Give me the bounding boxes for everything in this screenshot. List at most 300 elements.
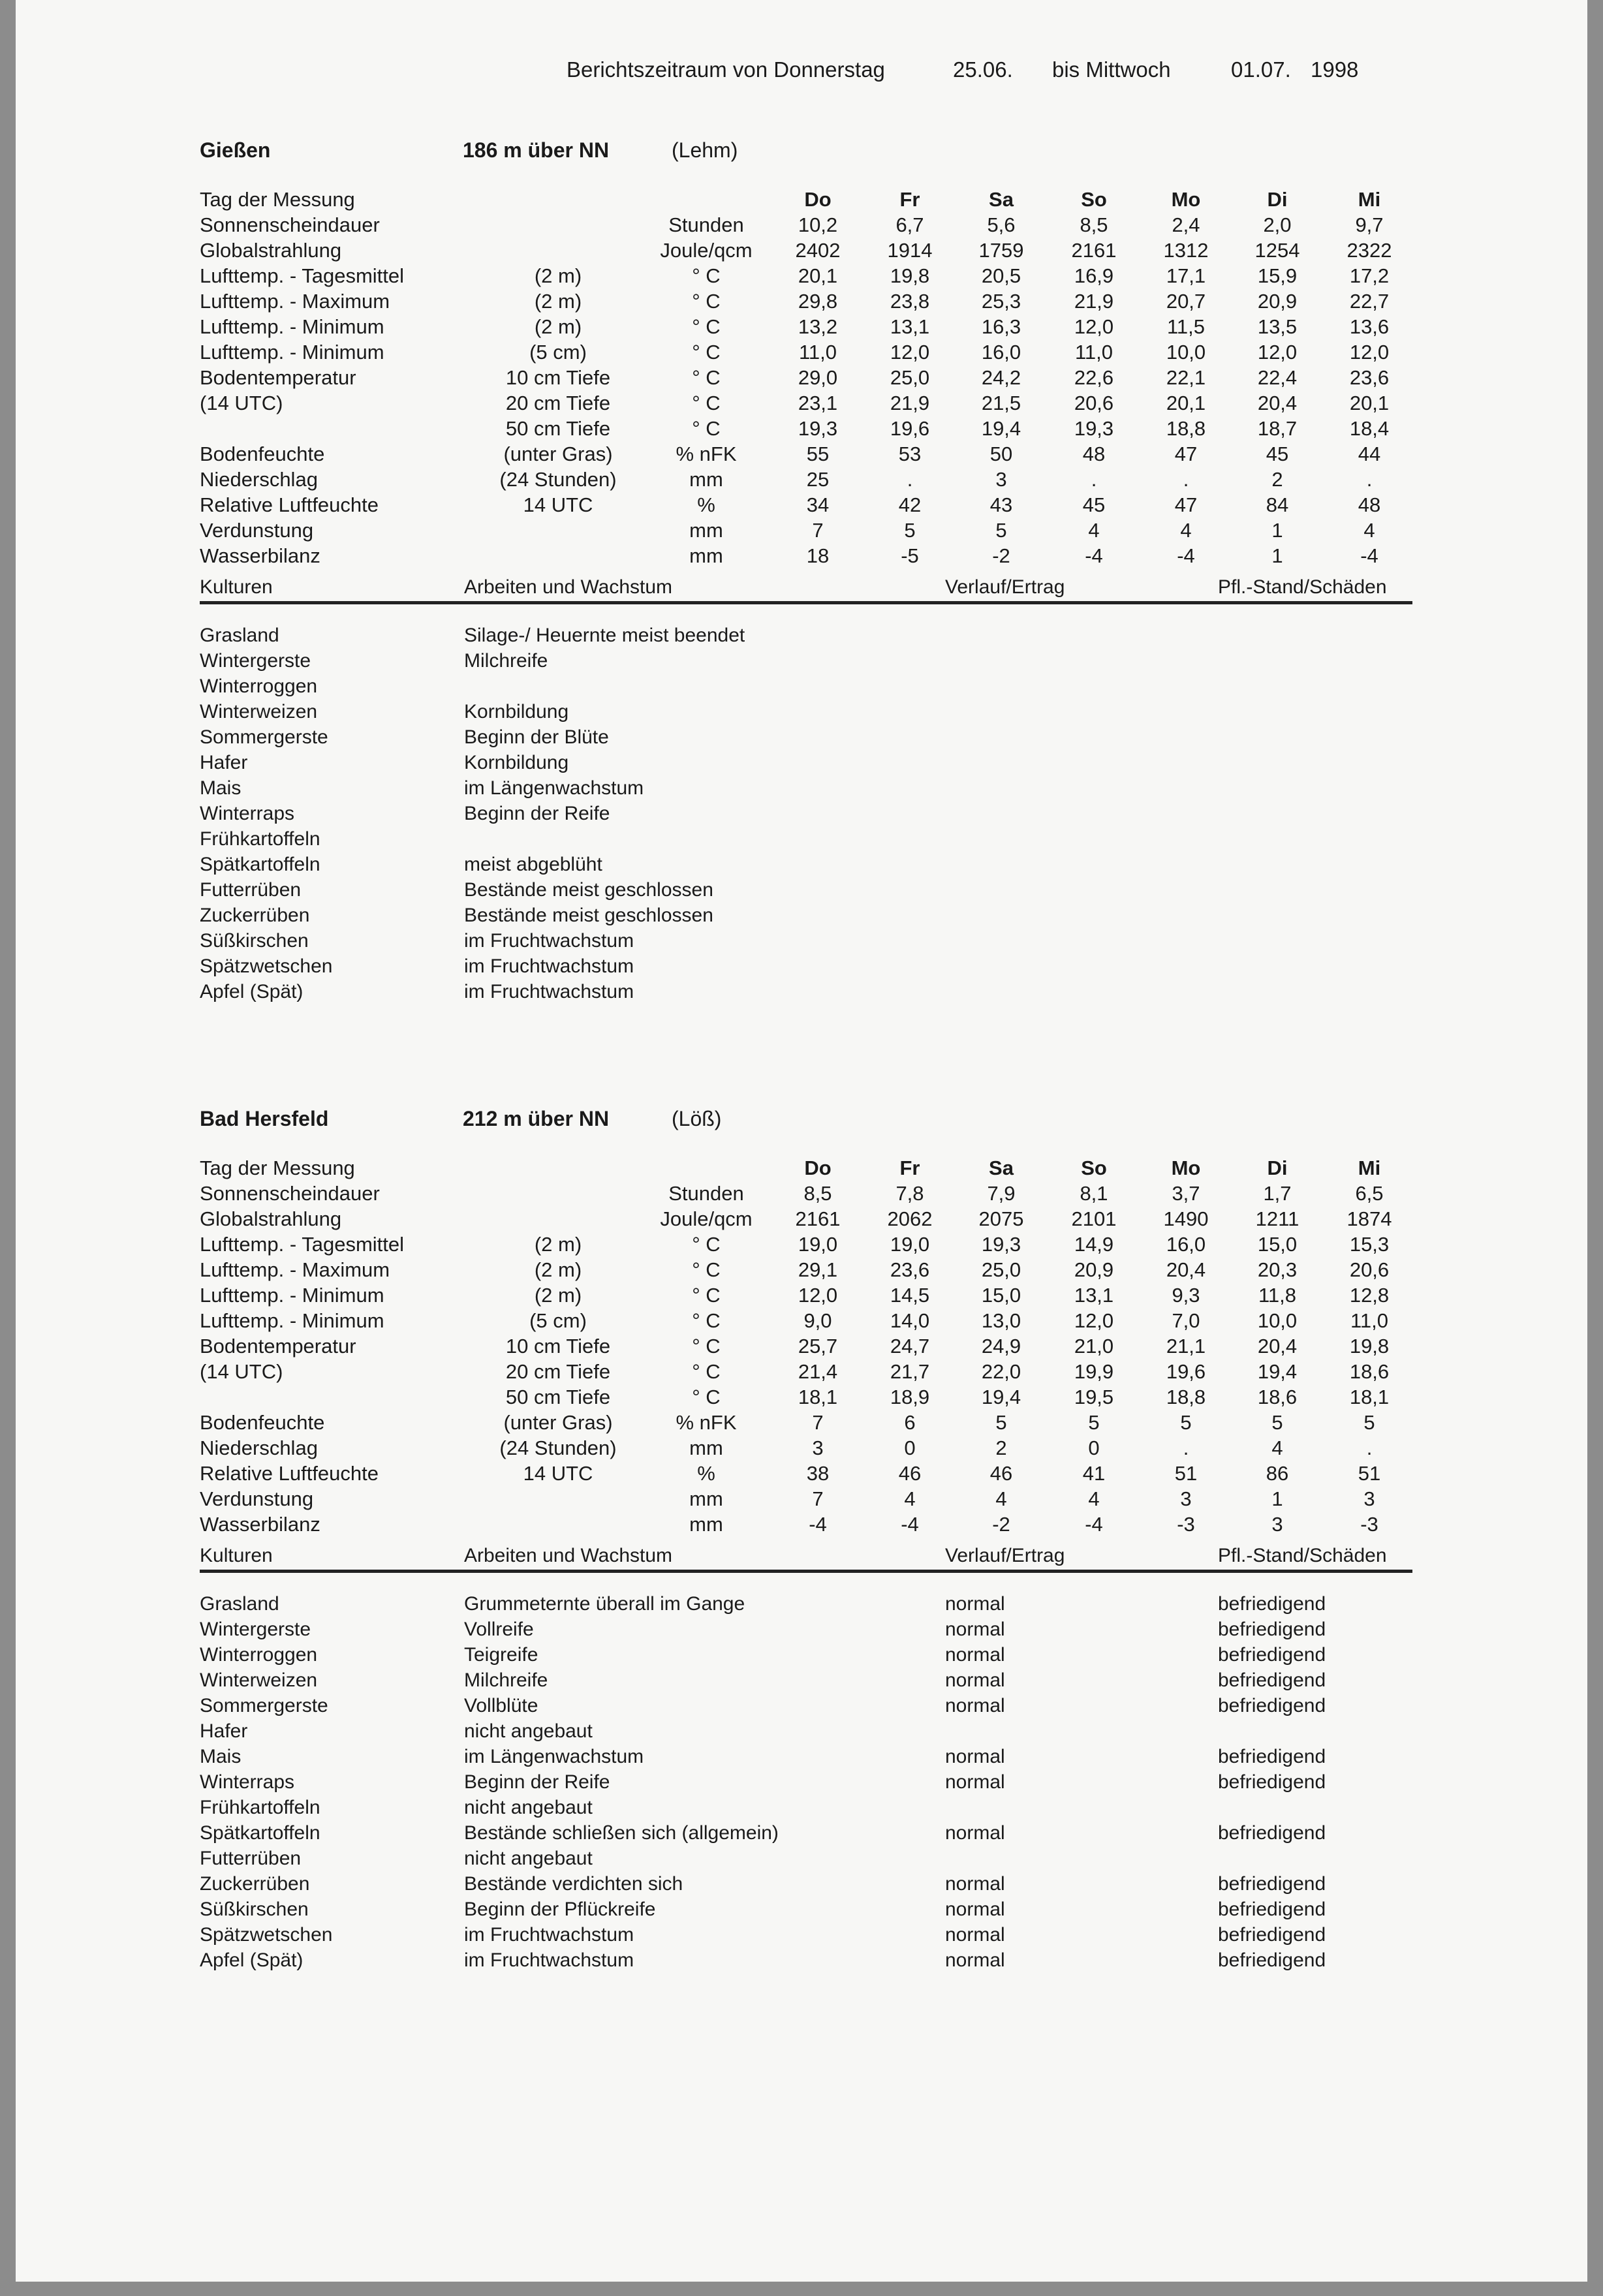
measurement-value: 11,5 xyxy=(1166,315,1206,338)
day-header-do: Do xyxy=(804,1156,832,1179)
crop-verlauf: normal xyxy=(945,1771,1005,1793)
measurement-value: 4 xyxy=(1180,519,1192,542)
crop-work-growth: Silage-/ Heuernte meist beendet xyxy=(464,625,745,646)
crop-work-growth: Vollreife xyxy=(464,1619,534,1640)
measurement-qualifier: (unter Gras) xyxy=(503,442,613,465)
measurement-value: 5 xyxy=(1271,1411,1283,1434)
measurement-value: 14,9 xyxy=(1074,1233,1114,1256)
measurement-unit: Joule/qcm xyxy=(660,1207,753,1230)
measurement-value: 29,1 xyxy=(798,1258,838,1281)
measurement-value: 19,4 xyxy=(981,1386,1021,1408)
measurement-value: -4 xyxy=(809,1513,827,1536)
measurement-value: 2 xyxy=(1271,468,1283,491)
report-period-middle: bis Mittwoch xyxy=(1052,57,1171,82)
measurement-label: Lufttemp. - Tagesmittel xyxy=(200,1233,405,1256)
measurement-value: 20,6 xyxy=(1349,1258,1390,1281)
crop-work-growth: Vollblüte xyxy=(464,1695,538,1716)
crop-row xyxy=(16,1924,1587,1947)
crop-name: Winterraps xyxy=(200,1771,295,1793)
crop-row xyxy=(16,803,1587,826)
report-date-from: 25.06. xyxy=(953,57,1013,82)
measurement-value: 12,0 xyxy=(1257,341,1298,364)
measurement-value: 2161 xyxy=(1071,239,1117,262)
measurement-label: Relative Luftfeuchte xyxy=(200,1462,379,1485)
measurement-value: 1,7 xyxy=(1263,1182,1292,1205)
crop-row xyxy=(16,955,1587,979)
measurement-value: 29,8 xyxy=(798,290,838,313)
crop-name: Wintergerste xyxy=(200,1619,311,1640)
measurement-value: 47 xyxy=(1174,493,1198,516)
crop-name: Süßkirschen xyxy=(200,930,309,952)
day-header-sa: Sa xyxy=(989,1156,1014,1179)
measurement-label: Verdunstung xyxy=(200,519,314,542)
measurement-value: 47 xyxy=(1174,442,1198,465)
day-header-do: Do xyxy=(804,188,832,211)
measurement-row xyxy=(16,1182,1587,1207)
crop-work-growth: nicht angebaut xyxy=(464,1797,593,1818)
measurement-value: -4 xyxy=(1085,544,1103,567)
measurement-value: 20,3 xyxy=(1257,1258,1298,1281)
measurement-value: 19,4 xyxy=(1257,1360,1298,1383)
measurement-value: 0 xyxy=(1088,1436,1100,1459)
station-altitude: 186 m über NN xyxy=(463,138,610,162)
measurement-value: 19,8 xyxy=(1349,1335,1390,1357)
measurement-value: 25,0 xyxy=(890,366,930,389)
measurement-value: 10,2 xyxy=(798,213,838,236)
document-page xyxy=(16,0,1587,2282)
measurement-value: 19,3 xyxy=(1074,417,1114,440)
day-header-mo: Mo xyxy=(1171,1156,1201,1179)
measurement-value: 7,0 xyxy=(1172,1309,1200,1332)
crop-name: Wintergerste xyxy=(200,650,311,672)
measurement-value: 5 xyxy=(904,519,916,542)
measurement-value: 20,4 xyxy=(1257,392,1298,414)
measurement-qualifier: 14 UTC xyxy=(523,493,593,516)
crop-row xyxy=(16,1644,1587,1668)
measurement-value: 5,6 xyxy=(987,213,1016,236)
measurement-value: 20,9 xyxy=(1074,1258,1114,1281)
measurement-value: 3 xyxy=(1363,1487,1375,1510)
measurement-value: . xyxy=(1366,1436,1373,1459)
measurement-value: 42 xyxy=(898,493,922,516)
measurement-unit: ° C xyxy=(692,392,721,414)
measurement-value: 18,8 xyxy=(1166,1386,1206,1408)
station-name: Gießen xyxy=(200,138,271,162)
day-header-sa: Sa xyxy=(989,188,1014,211)
measurement-value: 13,1 xyxy=(890,315,930,338)
measurement-value: 7 xyxy=(812,1487,824,1510)
measurement-value: -4 xyxy=(1360,544,1378,567)
measurement-value: 23,1 xyxy=(798,392,838,414)
crop-name: Spätzwetschen xyxy=(200,1924,333,1946)
day-header-mi: Mi xyxy=(1358,188,1381,211)
measurement-value: 19,6 xyxy=(890,417,930,440)
measurement-value: 8,5 xyxy=(1080,213,1108,236)
measurement-value: 51 xyxy=(1174,1462,1198,1485)
crop-verlauf: normal xyxy=(945,1695,1005,1716)
measurement-unit: % nFK xyxy=(676,442,737,465)
measurement-label: Niederschlag xyxy=(200,1436,318,1459)
measurement-unit: ° C xyxy=(692,315,721,338)
measurement-row xyxy=(16,442,1587,468)
measurement-unit: ° C xyxy=(692,1360,721,1383)
measurement-value: 51 xyxy=(1358,1462,1381,1485)
crop-name: Zuckerrüben xyxy=(200,1873,310,1895)
measurement-value: 18,9 xyxy=(890,1386,930,1408)
measurement-value: 7 xyxy=(812,1411,824,1434)
crop-row xyxy=(16,1949,1587,1973)
measurement-value: 84 xyxy=(1266,493,1289,516)
crop-row xyxy=(16,854,1587,877)
measurement-unit: ° C xyxy=(692,1335,721,1357)
measurement-value: -3 xyxy=(1177,1513,1195,1536)
crop-row xyxy=(16,625,1587,648)
measurement-value: 3 xyxy=(812,1436,824,1459)
kulturen-header-verlauf: Verlauf/Ertrag xyxy=(945,576,1065,598)
measurement-row xyxy=(16,290,1587,315)
crop-verlauf: normal xyxy=(945,1619,1005,1640)
crop-name: Spätkartoffeln xyxy=(200,1822,320,1844)
measurement-row xyxy=(16,1207,1587,1233)
day-label: Tag der Messung xyxy=(200,188,355,211)
measurement-value: 45 xyxy=(1082,493,1106,516)
day-header-so: So xyxy=(1081,188,1107,211)
crop-name: Hafer xyxy=(200,1720,248,1742)
crop-row xyxy=(16,930,1587,954)
crop-stand: befriedigend xyxy=(1218,1873,1326,1895)
crop-name: Spätkartoffeln xyxy=(200,854,320,875)
measurement-qualifier: 10 cm Tiefe xyxy=(505,366,611,389)
measurement-value: 12,0 xyxy=(890,341,930,364)
measurement-value: 21,9 xyxy=(1074,290,1114,313)
measurement-value: 29,0 xyxy=(798,366,838,389)
crop-row xyxy=(16,752,1587,775)
crop-name: Apfel (Spät) xyxy=(200,981,303,1002)
measurement-unit: ° C xyxy=(692,341,721,364)
measurement-value: . xyxy=(1366,468,1373,491)
measurement-label: Lufttemp. - Minimum xyxy=(200,1309,384,1332)
day-header-mo: Mo xyxy=(1171,188,1201,211)
day-label: Tag der Messung xyxy=(200,1156,355,1179)
measurement-value: 13,2 xyxy=(798,315,838,338)
crop-row xyxy=(16,777,1587,801)
measurement-value: 13,1 xyxy=(1074,1284,1114,1307)
day-header-di: Di xyxy=(1267,1156,1288,1179)
measurement-value: 3 xyxy=(995,468,1007,491)
crop-name: Hafer xyxy=(200,752,248,773)
measurement-value: 16,3 xyxy=(981,315,1021,338)
crop-name: Apfel (Spät) xyxy=(200,1949,303,1971)
measurement-value: . xyxy=(907,468,913,491)
measurement-label: Lufttemp. - Minimum xyxy=(200,1284,384,1307)
crop-name: Frühkartoffeln xyxy=(200,1797,320,1818)
crop-work-growth: nicht angebaut xyxy=(464,1720,593,1742)
measurement-unit: Stunden xyxy=(668,1182,744,1205)
measurement-value: 1914 xyxy=(887,239,933,262)
kulturen-header-stand: Pfl.-Stand/Schäden xyxy=(1218,576,1387,598)
crop-stand: befriedigend xyxy=(1218,1746,1326,1767)
measurement-value: 48 xyxy=(1082,442,1106,465)
measurement-value: 46 xyxy=(898,1462,922,1485)
measurement-value: 43 xyxy=(989,493,1013,516)
measurement-unit: mm xyxy=(689,468,723,491)
crop-stand: befriedigend xyxy=(1218,1593,1326,1615)
measurement-value: 11,0 xyxy=(1350,1309,1389,1332)
measurement-value: 12,8 xyxy=(1349,1284,1390,1307)
crop-row xyxy=(16,1619,1587,1642)
kulturen-header-work: Arbeiten und Wachstum xyxy=(464,1545,673,1566)
measurement-value: 50 xyxy=(989,442,1013,465)
measurement-value: 15,0 xyxy=(1257,1233,1298,1256)
measurement-qualifier: (5 cm) xyxy=(529,1309,587,1332)
measurement-label: Lufttemp. - Maximum xyxy=(200,1258,390,1281)
measurement-value: . xyxy=(1183,468,1189,491)
measurement-value: -5 xyxy=(901,544,919,567)
measurement-value: 23,6 xyxy=(1349,366,1390,389)
crop-name: Winterweizen xyxy=(200,1669,318,1691)
measurement-value: 0 xyxy=(904,1436,916,1459)
measurement-value: 19,9 xyxy=(1074,1360,1114,1383)
day-header-fr: Fr xyxy=(899,1156,920,1179)
measurement-value: 24,2 xyxy=(981,366,1021,389)
station-altitude: 212 m über NN xyxy=(463,1107,610,1130)
crop-stand: befriedigend xyxy=(1218,1822,1326,1844)
crop-name: Futterrüben xyxy=(200,879,302,901)
measurement-value: 41 xyxy=(1082,1462,1106,1485)
crop-verlauf: normal xyxy=(945,1593,1005,1615)
measurement-value: 4 xyxy=(1088,1487,1100,1510)
crop-name: Frühkartoffeln xyxy=(200,828,320,850)
measurement-unit: mm xyxy=(689,1436,723,1459)
measurement-qualifier: (24 Stunden) xyxy=(499,468,617,491)
crop-row xyxy=(16,879,1587,903)
measurement-value: 20,1 xyxy=(1349,392,1390,414)
measurement-value: 2075 xyxy=(978,1207,1024,1230)
measurement-value: 5 xyxy=(995,519,1007,542)
measurement-row xyxy=(16,544,1587,570)
measurement-value: 18,6 xyxy=(1349,1360,1390,1383)
measurement-unit: ° C xyxy=(692,1233,721,1256)
measurement-row xyxy=(16,264,1587,290)
measurement-label: Lufttemp. - Maximum xyxy=(200,290,390,313)
measurement-value: 46 xyxy=(989,1462,1013,1485)
crop-name: Spätzwetschen xyxy=(200,955,333,977)
measurement-value: 44 xyxy=(1358,442,1381,465)
measurement-unit: mm xyxy=(689,544,723,567)
crop-work-growth: Bestände meist geschlossen xyxy=(464,905,713,926)
measurement-value: 21,1 xyxy=(1166,1335,1206,1357)
crop-row xyxy=(16,1593,1587,1617)
crop-verlauf: normal xyxy=(945,1899,1005,1920)
measurement-qualifier: (2 m) xyxy=(534,315,582,338)
measurement-unit: % nFK xyxy=(676,1411,737,1434)
crop-work-growth: Milchreife xyxy=(464,650,548,672)
measurement-label: Sonnenscheindauer xyxy=(200,1182,380,1205)
measurement-value: 45 xyxy=(1266,442,1289,465)
measurement-row xyxy=(16,1284,1587,1309)
crop-work-growth: Beginn der Pflückreife xyxy=(464,1899,656,1920)
measurement-value: 18 xyxy=(806,544,830,567)
measurement-value: 34 xyxy=(806,493,830,516)
measurement-value: 14,5 xyxy=(890,1284,930,1307)
measurement-value: 12,0 xyxy=(1074,1309,1114,1332)
crop-stand: befriedigend xyxy=(1218,1771,1326,1793)
measurement-label: Verdunstung xyxy=(200,1487,314,1510)
measurement-value: 6,7 xyxy=(895,213,924,236)
measurement-value: 21,9 xyxy=(890,392,930,414)
crop-row xyxy=(16,1899,1587,1922)
measurement-value: -2 xyxy=(992,544,1010,567)
measurement-value: 1759 xyxy=(978,239,1024,262)
measurement-value: 25,7 xyxy=(798,1335,838,1357)
measurement-value: 20,9 xyxy=(1257,290,1298,313)
crop-verlauf: normal xyxy=(945,1746,1005,1767)
measurement-label: Lufttemp. - Tagesmittel xyxy=(200,264,405,287)
measurement-value: 19,0 xyxy=(798,1233,838,1256)
measurement-unit: ° C xyxy=(692,366,721,389)
measurement-row xyxy=(16,519,1587,544)
measurement-value: 20,6 xyxy=(1074,392,1114,414)
measurement-qualifier: 10 cm Tiefe xyxy=(505,1335,611,1357)
measurement-value: 19,8 xyxy=(890,264,930,287)
measurement-value: 2402 xyxy=(795,239,841,262)
crop-row xyxy=(16,1771,1587,1795)
crop-name: Sommergerste xyxy=(200,1695,328,1716)
measurement-value: 13,6 xyxy=(1349,315,1390,338)
crop-work-growth: im Längenwachstum xyxy=(464,1746,644,1767)
measurement-value: 19,3 xyxy=(798,417,838,440)
measurement-label: Niederschlag xyxy=(200,468,318,491)
measurement-value: 18,6 xyxy=(1257,1386,1298,1408)
measurement-value: 10,0 xyxy=(1257,1309,1298,1332)
day-header-so: So xyxy=(1081,1156,1107,1179)
crop-work-growth: im Längenwachstum xyxy=(464,777,644,799)
measurement-value: 22,4 xyxy=(1257,366,1298,389)
measurement-label: (14 UTC) xyxy=(200,1360,283,1383)
crop-work-growth: Bestände schließen sich (allgemein) xyxy=(464,1822,779,1844)
crop-work-growth: Bestände verdichten sich xyxy=(464,1873,683,1895)
measurement-label: Sonnenscheindauer xyxy=(200,213,380,236)
measurement-label: Globalstrahlung xyxy=(200,1207,342,1230)
measurement-label: Lufttemp. - Minimum xyxy=(200,341,384,364)
crop-name: Winterweizen xyxy=(200,701,318,722)
measurement-unit: ° C xyxy=(692,264,721,287)
measurement-value: 18,1 xyxy=(798,1386,838,1408)
crop-work-growth: nicht angebaut xyxy=(464,1848,593,1869)
measurement-value: -4 xyxy=(1177,544,1195,567)
kulturen-header-work: Arbeiten und Wachstum xyxy=(464,576,673,598)
measurement-value: 20,4 xyxy=(1166,1258,1206,1281)
crop-row xyxy=(16,650,1587,674)
crop-work-growth: Kornbildung xyxy=(464,752,569,773)
measurement-value: 1254 xyxy=(1254,239,1300,262)
crop-name: Grasland xyxy=(200,1593,279,1615)
crop-row xyxy=(16,981,1587,1004)
measurement-value: 13,0 xyxy=(981,1309,1021,1332)
measurement-qualifier: 20 cm Tiefe xyxy=(505,1360,611,1383)
crop-row xyxy=(16,1873,1587,1897)
measurement-value: 7,8 xyxy=(895,1182,924,1205)
measurement-value: 5 xyxy=(1088,1411,1100,1434)
measurement-qualifier: (2 m) xyxy=(534,264,582,287)
measurement-row xyxy=(16,341,1587,366)
measurement-value: 16,0 xyxy=(1166,1233,1206,1256)
measurement-value: -3 xyxy=(1360,1513,1378,1536)
measurement-value: 2322 xyxy=(1346,239,1392,262)
measurement-value: 9,7 xyxy=(1355,213,1384,236)
measurement-value: 23,8 xyxy=(890,290,930,313)
day-header-di: Di xyxy=(1267,188,1288,211)
measurement-value: 10,0 xyxy=(1166,341,1206,364)
measurement-label: Relative Luftfeuchte xyxy=(200,493,379,516)
crop-row xyxy=(16,675,1587,699)
measurement-value: 22,1 xyxy=(1166,366,1206,389)
crop-verlauf: normal xyxy=(945,1822,1005,1844)
measurement-value: 20,7 xyxy=(1166,290,1206,313)
crop-work-growth: im Fruchtwachstum xyxy=(464,955,634,977)
measurement-value: 12,0 xyxy=(798,1284,838,1307)
measurement-value: 2,0 xyxy=(1263,213,1292,236)
station-soil: (Lehm) xyxy=(672,138,738,162)
measurement-row xyxy=(16,1233,1587,1258)
measurement-label: Lufttemp. - Minimum xyxy=(200,315,384,338)
measurement-row xyxy=(16,1462,1587,1487)
measurement-value: 25,0 xyxy=(981,1258,1021,1281)
measurement-value: 19,6 xyxy=(1166,1360,1206,1383)
measurement-value: 6 xyxy=(904,1411,916,1434)
measurement-value: 18,7 xyxy=(1257,417,1298,440)
measurement-value: 20,1 xyxy=(1166,392,1206,414)
measurement-value: 21,7 xyxy=(890,1360,930,1383)
crop-row xyxy=(16,905,1587,928)
measurement-value: 4 xyxy=(1271,1436,1283,1459)
crop-stand: befriedigend xyxy=(1218,1644,1326,1666)
measurement-value: 18,8 xyxy=(1166,417,1206,440)
measurement-value: 15,9 xyxy=(1257,264,1298,287)
measurement-value: 55 xyxy=(806,442,830,465)
kulturen-header-verlauf: Verlauf/Ertrag xyxy=(945,1545,1065,1566)
crop-name: Winterraps xyxy=(200,803,295,824)
crop-work-growth: meist abgeblüht xyxy=(464,854,602,875)
measurement-value: 17,1 xyxy=(1166,264,1206,287)
measurement-qualifier: 14 UTC xyxy=(523,1462,593,1485)
crop-name: Grasland xyxy=(200,625,279,646)
measurement-row xyxy=(16,493,1587,519)
measurement-value: 53 xyxy=(898,442,922,465)
crop-row xyxy=(16,1669,1587,1693)
measurement-row xyxy=(16,1258,1587,1284)
measurement-qualifier: 50 cm Tiefe xyxy=(505,1386,611,1408)
measurement-qualifier: (2 m) xyxy=(534,1284,582,1307)
measurement-value: 23,6 xyxy=(890,1258,930,1281)
crop-verlauf: normal xyxy=(945,1924,1005,1946)
crop-stand: befriedigend xyxy=(1218,1949,1326,1971)
measurement-value: 25 xyxy=(806,468,830,491)
crop-verlauf: normal xyxy=(945,1873,1005,1895)
measurement-value: 1312 xyxy=(1163,239,1209,262)
crop-row xyxy=(16,828,1587,852)
measurement-unit: Joule/qcm xyxy=(660,239,753,262)
measurement-value: 17,2 xyxy=(1349,264,1390,287)
crop-work-growth: Kornbildung xyxy=(464,701,569,722)
measurement-unit: % xyxy=(697,493,715,516)
crop-name: Mais xyxy=(200,777,241,799)
measurement-value: 19,4 xyxy=(981,417,1021,440)
measurement-value: 22,6 xyxy=(1074,366,1114,389)
measurement-label: Bodenfeuchte xyxy=(200,442,325,465)
crop-name: Mais xyxy=(200,1746,241,1767)
measurement-value: 5 xyxy=(1180,1411,1192,1434)
